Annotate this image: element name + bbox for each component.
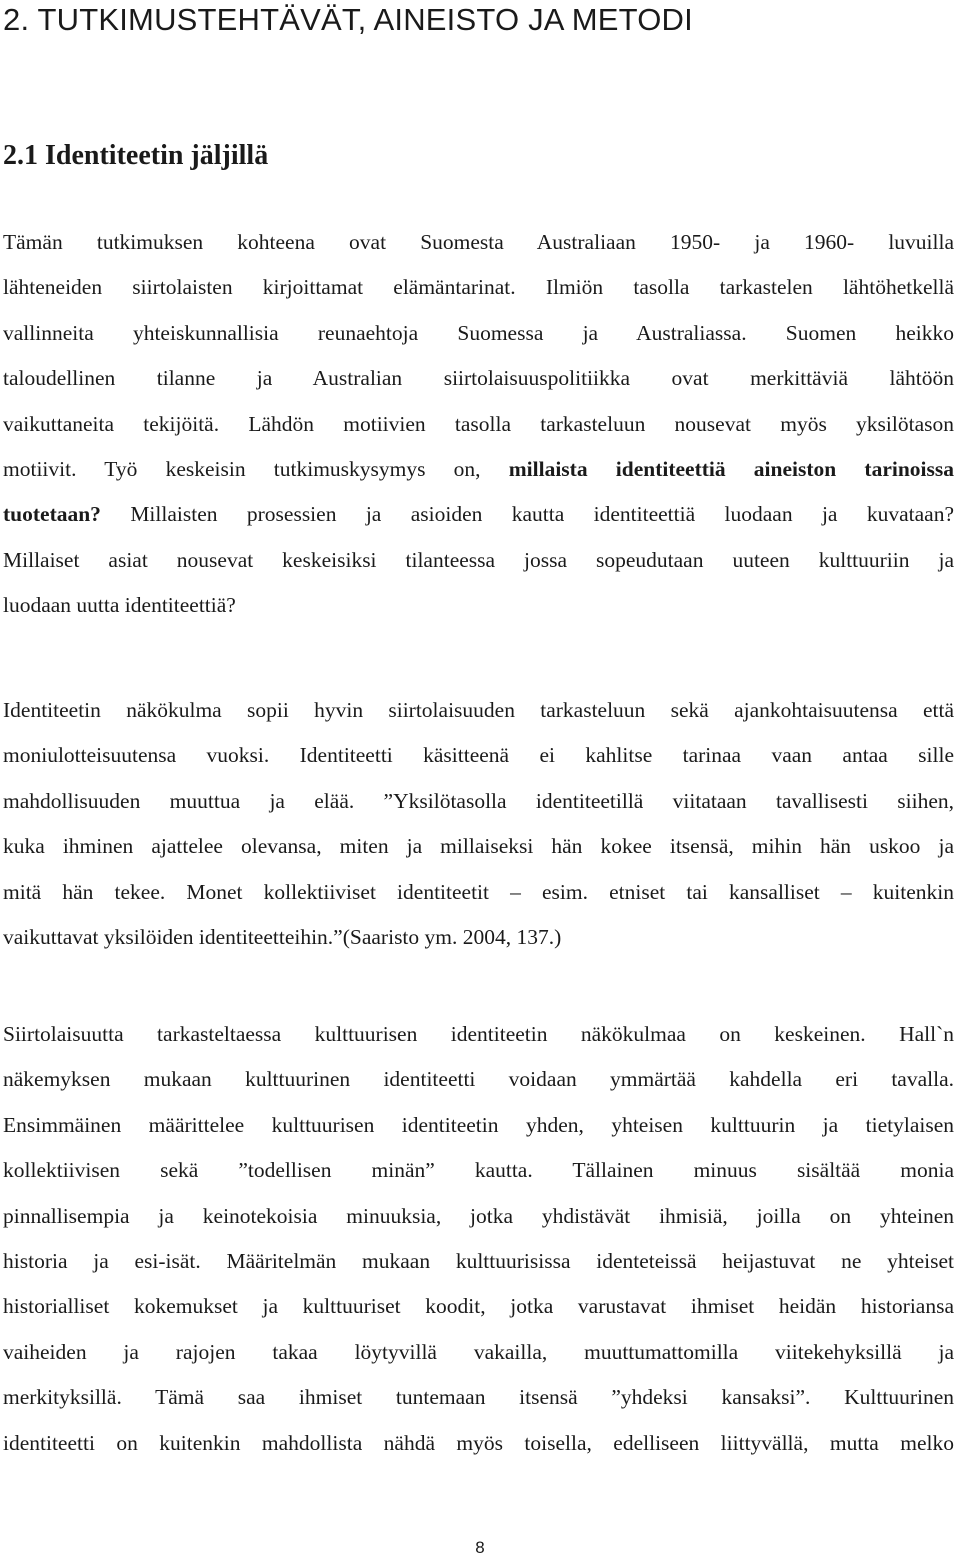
- text-line: moniulotteisuutensa vuoksi. Identiteetti käsitteenä ei kahlitse tarinaa vaan antaa sille: [3, 743, 954, 768]
- text-line: [3, 538, 954, 583]
- text-line: Identiteetin näkökulma sopii hyvin siirtolaisuuden tarkasteluun sekä ajankohtaisuutensa että: [3, 698, 954, 722]
- text-line: [3, 356, 954, 401]
- emphasized-research-question: tuotetaan?: [3, 502, 101, 527]
- section-heading: 2.1 Identiteetin jäljillä: [3, 140, 269, 171]
- emphasized-research-question: millaista identiteettiä aineiston tarinoissa: [508, 456, 955, 481]
- text-line: historialliset kokemukset ja kulttuuriset koodit, jotka varustavat ihmiset heidän historiansa: [3, 1294, 954, 1319]
- text-line: mahdollisuuden muuttua ja elää. ”Yksilötasolla identiteetillä viitataan tavallisesti siihen,: [3, 788, 954, 813]
- text-line: [3, 492, 954, 537]
- paragraph-cultural-identity: [3, 1012, 954, 1466]
- text-line: näkemyksen mukaan kulttuurinen identiteetti voidaan ymmärtää kahdella eri tavalla.: [3, 1067, 954, 1092]
- text-line: Siirtolaisuutta tarkasteltaessa kulttuurisen identiteetin näkökulmaa on keskeinen. Hall`n: [3, 1022, 954, 1046]
- text-line: [3, 583, 954, 628]
- page-number: 8: [475, 1538, 485, 1557]
- text-line: historia ja esi-isät. Määritelmän mukaan kulttuurisissa identeteissä heijastuvat ne yhteiset: [3, 1248, 954, 1273]
- text-segment: motiivit. Työ keskeisin tutkimuskysymys on,: [3, 456, 509, 481]
- text-line: merkityksillä. Tämä saa ihmiset tuntemaan itsensä ”yhdeksi kansaksi”. Kulttuurinen: [3, 1385, 954, 1410]
- text-line: [3, 265, 954, 310]
- text-line: [3, 220, 954, 265]
- paragraph-identity-perspective: [3, 688, 954, 960]
- text-segment: Millaisten prosessien ja asioiden kautta identiteettiä luodaan ja kuvataan?: [100, 502, 954, 527]
- text-segment: Millaiset asiat nousevat keskeisiksi tilanteessa jossa sopeudutaan uuteen kulttuuriin ja: [3, 547, 954, 572]
- text-line: Ensimmäinen määrittelee kulttuurisen identiteetin yhden, yhteisen kulttuurin ja tietylaisen: [3, 1112, 954, 1137]
- text-line: mitä hän tekee. Monet kollektiiviset identiteetit – esim. etniset tai kansalliset – kuitenkin: [3, 879, 954, 904]
- text-line: pinnallisempia ja keinotekoisia minuuksia, jotka yhdistävät ihmisiä, joilla on yhteinen: [3, 1203, 954, 1228]
- text-segment: vallinneita yhteiskunnallisia reunaehtoja Suomessa ja Australiassa. Suomen heikko: [3, 320, 954, 345]
- text-line: vaiheiden ja rajojen takaa löytyvillä vakailla, muuttumattomilla viitekehyksillä ja: [3, 1339, 954, 1364]
- paragraph-research-questions: [3, 220, 954, 629]
- text-segment: vaikuttaneita tekijöitä. Lähdön motiivien tasolla tarkasteluun nousevat myös yksilötason: [3, 411, 954, 436]
- text-segment: Tämän tutkimuksen kohteena ovat Suomesta Australiaan 1950- ja 1960- luvuilla: [3, 230, 954, 254]
- text-line: kuka ihminen ajattelee olevansa, miten ja millaiseksi hän kokee itsensä, mihin hän uskoo ja: [3, 834, 954, 859]
- text-line: vaikuttavat yksilöiden identiteetteihin.”(Saaristo ym. 2004, 137.): [3, 924, 562, 949]
- text-line: kollektiivisen sekä ”todellisen minän” kautta. Tällainen minuus sisältää monia: [3, 1158, 954, 1183]
- text-segment: luodaan uutta identiteettiä?: [3, 593, 236, 618]
- text-line: [3, 447, 954, 492]
- chapter-heading: 2. TUTKIMUSTEHTÄVÄT, AINEISTO JA METODI: [3, 2, 693, 37]
- text-segment: taloudellinen tilanne ja Australian siirtolaisuuspolitiikka ovat merkittäviä lähtöön: [3, 366, 954, 391]
- text-line: [3, 311, 954, 356]
- text-line: identiteetti on kuitenkin mahdollista nähdä myös toisella, edelliseen liittyvällä, mutta melko: [3, 1430, 954, 1455]
- text-segment: lähteneiden siirtolaisten kirjoittamat elämäntarinat. Ilmiön tasolla tarkastelen lähtöhetkellä: [3, 275, 954, 300]
- text-line: [3, 402, 954, 447]
